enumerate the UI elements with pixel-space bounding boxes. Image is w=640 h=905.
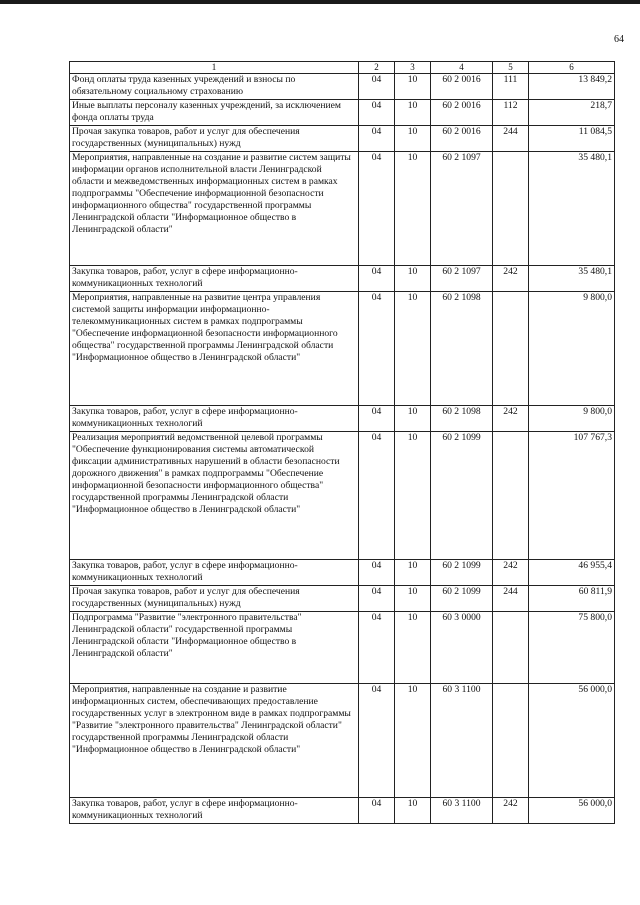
row-subsection: 10 <box>395 684 431 798</box>
row-expense-type <box>493 432 529 560</box>
page-number: 64 <box>614 34 624 45</box>
row-name: Фонд оплаты труда казенных учреждений и взносы по обязательному социальному страхованию <box>70 74 359 100</box>
row-subsection: 10 <box>395 612 431 684</box>
row-target-code: 60 2 1097 <box>431 266 493 292</box>
row-amount: 56 000,0 <box>529 684 615 798</box>
row-amount: 60 811,9 <box>529 586 615 612</box>
row-amount: 35 480,1 <box>529 152 615 266</box>
table-row <box>70 684 615 798</box>
row-name: Реализация мероприятий ведомственной целевой программы "Обеспечение функционирования системы автоматической фиксации административных нарушений в области безопасности дорожного движения" в рамках подпрограммы "Обеспечение информационной безопасности информационного общества" государственной программы Ленинградской области "Информационное общество в Ленинградской области" <box>70 432 359 560</box>
row-name: Прочая закупка товаров, работ и услуг для обеспечения государственных (муниципальных) нужд <box>70 586 359 612</box>
row-name: Закупка товаров, работ, услуг в сфере информационно-коммуникационных технологий <box>70 798 359 824</box>
row-target-code: 60 2 1098 <box>431 406 493 432</box>
row-expense-type: 244 <box>493 586 529 612</box>
row-expense-type: 242 <box>493 798 529 824</box>
row-section: 04 <box>359 432 395 560</box>
row-section: 04 <box>359 74 395 100</box>
row-expense-type: 111 <box>493 74 529 100</box>
table-row <box>70 152 615 266</box>
row-amount: 46 955,4 <box>529 560 615 586</box>
header-cell: 2 <box>359 62 395 74</box>
row-amount: 107 767,3 <box>529 432 615 560</box>
table-row <box>70 74 615 100</box>
row-target-code: 60 2 1099 <box>431 586 493 612</box>
row-subsection: 10 <box>395 292 431 406</box>
header-cell: 5 <box>493 62 529 74</box>
table-row <box>70 560 615 586</box>
row-target-code: 60 2 0016 <box>431 100 493 126</box>
row-amount: 11 084,5 <box>529 126 615 152</box>
table-row <box>70 432 615 560</box>
row-name: Закупка товаров, работ, услуг в сфере информационно-коммуникационных технологий <box>70 266 359 292</box>
table-header-row <box>70 62 615 74</box>
row-section: 04 <box>359 292 395 406</box>
row-subsection: 10 <box>395 152 431 266</box>
row-expense-type <box>493 152 529 266</box>
row-target-code: 60 2 0016 <box>431 126 493 152</box>
table-row <box>70 406 615 432</box>
row-amount: 9 800,0 <box>529 406 615 432</box>
table-row <box>70 612 615 684</box>
row-target-code: 60 3 0000 <box>431 612 493 684</box>
row-expense-type <box>493 684 529 798</box>
row-expense-type: 242 <box>493 406 529 432</box>
row-target-code: 60 2 0016 <box>431 74 493 100</box>
row-section: 04 <box>359 798 395 824</box>
row-section: 04 <box>359 266 395 292</box>
row-target-code: 60 3 1100 <box>431 798 493 824</box>
row-name: Мероприятия, направленные на создание и развитие систем защиты информации органов исполнительной власти Ленинградской области и межведомственных информационных систем в рамках подпрограммы "Обеспечение информационной безопасности информационного общества" государственной программы Ленинградской области "Информационное общество в Ленинградской области" <box>70 152 359 266</box>
row-target-code: 60 2 1097 <box>431 152 493 266</box>
table-row <box>70 292 615 406</box>
row-name: Закупка товаров, работ, услуг в сфере информационно-коммуникационных технологий <box>70 406 359 432</box>
row-name: Мероприятия, направленные на развитие центра управления системой защиты информации информационно-телекоммуникационных систем в рамках подпрограммы "Обеспечение информационной безопасности информационного общества" государственной программы Ленинградской области "Информационное общество в Ленинградской области" <box>70 292 359 406</box>
row-name: Мероприятия, направленные на создание и развитие информационных систем, обеспечивающих предоставление государственных услуг в электронном виде в рамках подпрограммы "Развитие "электронного правительства" Ленинградской области" государственной программы Ленинградской области "Информационное общество в Ленинградской области" <box>70 684 359 798</box>
row-target-code: 60 2 1099 <box>431 432 493 560</box>
row-section: 04 <box>359 406 395 432</box>
row-target-code: 60 3 1100 <box>431 684 493 798</box>
row-subsection: 10 <box>395 126 431 152</box>
row-subsection: 10 <box>395 266 431 292</box>
row-subsection: 10 <box>395 100 431 126</box>
row-amount: 13 849,2 <box>529 74 615 100</box>
row-subsection: 10 <box>395 74 431 100</box>
row-section: 04 <box>359 126 395 152</box>
header-cell: 6 <box>529 62 615 74</box>
row-subsection: 10 <box>395 586 431 612</box>
budget-table <box>69 61 615 824</box>
row-target-code: 60 2 1099 <box>431 560 493 586</box>
header-cell: 4 <box>431 62 493 74</box>
row-section: 04 <box>359 684 395 798</box>
row-expense-type <box>493 292 529 406</box>
table-row <box>70 798 615 824</box>
row-expense-type: 242 <box>493 266 529 292</box>
table-row <box>70 100 615 126</box>
row-name: Подпрограмма "Развитие "электронного правительства" Ленинградской области" государственной программы Ленинградской области "Информационное общество в Ленинградской области" <box>70 612 359 684</box>
table-row <box>70 266 615 292</box>
row-amount: 56 000,0 <box>529 798 615 824</box>
table-row <box>70 126 615 152</box>
top-border-rule <box>0 0 640 4</box>
header-cell: 1 <box>70 62 359 74</box>
row-amount: 75 800,0 <box>529 612 615 684</box>
row-expense-type: 242 <box>493 560 529 586</box>
row-expense-type <box>493 612 529 684</box>
table-row <box>70 586 615 612</box>
row-target-code: 60 2 1098 <box>431 292 493 406</box>
row-subsection: 10 <box>395 560 431 586</box>
row-amount: 218,7 <box>529 100 615 126</box>
row-section: 04 <box>359 612 395 684</box>
row-amount: 9 800,0 <box>529 292 615 406</box>
row-expense-type: 112 <box>493 100 529 126</box>
row-section: 04 <box>359 586 395 612</box>
row-name: Иные выплаты персоналу казенных учреждений, за исключением фонда оплаты труда <box>70 100 359 126</box>
row-section: 04 <box>359 152 395 266</box>
row-subsection: 10 <box>395 798 431 824</box>
row-name: Закупка товаров, работ, услуг в сфере информационно-коммуникационных технологий <box>70 560 359 586</box>
row-section: 04 <box>359 560 395 586</box>
row-subsection: 10 <box>395 432 431 560</box>
row-section: 04 <box>359 100 395 126</box>
header-cell: 3 <box>395 62 431 74</box>
row-amount: 35 480,1 <box>529 266 615 292</box>
row-name: Прочая закупка товаров, работ и услуг для обеспечения государственных (муниципальных) нужд <box>70 126 359 152</box>
row-expense-type: 244 <box>493 126 529 152</box>
row-subsection: 10 <box>395 406 431 432</box>
